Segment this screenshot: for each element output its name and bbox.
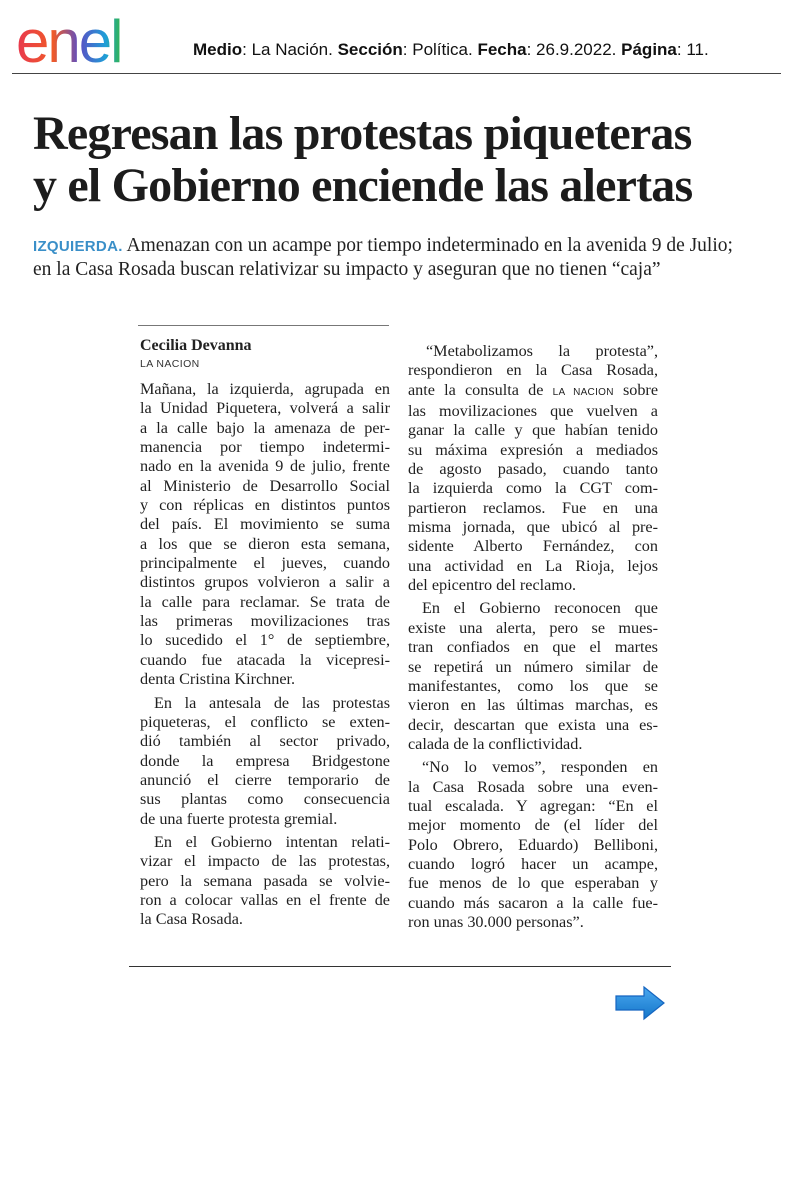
- medio-value: La Nación.: [251, 40, 333, 59]
- body-line: del epicentro del reclamo.: [408, 576, 577, 595]
- body-line: las primeras movilizaciones tras: [140, 612, 390, 631]
- body-line: la izquierda como la CGT com-: [408, 479, 658, 498]
- body-line: manencia por tiempo indetermi-: [140, 438, 390, 457]
- deck-text: Amenazan con un acampe por tiempo indeterminado en la avenida 9 de Julio;: [126, 235, 733, 256]
- body-line: la Unidad Piquetera, volverá a salir: [140, 399, 390, 418]
- article-column-left: [140, 380, 390, 930]
- body-line: tual escalada. Y agregan: “En el: [408, 796, 658, 815]
- body-line: sidente Alberto Fernández, con: [408, 537, 658, 556]
- body-line: cuando fue atacada la vicepresi-: [140, 650, 390, 669]
- body-line: Mañana, la izquierda, agrupada en: [140, 380, 390, 398]
- body-line: la Casa Rosada.: [140, 910, 243, 929]
- body-line: cuando logró hacer un acampe,: [408, 854, 658, 873]
- body-line: la Casa Rosada sobre una even-: [408, 777, 658, 796]
- body-line: vieron en las últimas marchas, es: [408, 696, 658, 715]
- body-line: mejor momento de (el líder del: [408, 816, 658, 835]
- body-line-part: ante la consulta de: [408, 380, 553, 399]
- body-line: En el Gobierno intentan relati-: [154, 832, 390, 851]
- body-line: decir, descartan que exista una es-: [408, 715, 658, 734]
- body-line-part: sobre: [613, 380, 659, 399]
- paragraph: [408, 599, 658, 754]
- fecha-value: 26.9.2022.: [536, 40, 617, 59]
- body-line: En la antesala de las protestas: [154, 693, 390, 712]
- body-line: existe una alerta, pero se mues-: [408, 618, 658, 637]
- body-line: del país. El movimiento se suma: [140, 515, 390, 534]
- body-line: nado en la avenida 9 de julio, frente: [140, 457, 390, 476]
- headline-line: Regresan las protestas piqueteras: [33, 107, 692, 160]
- enel-logo: [16, 10, 171, 68]
- body-line: ron a colocar vallas en el frente de: [140, 890, 390, 909]
- body-line: misma jornada, que ubicó al pre-: [408, 518, 658, 537]
- byline-divider: [138, 325, 389, 326]
- body-line: a la calle bajo la amenaza de per-: [140, 418, 390, 437]
- paragraph: [408, 758, 658, 932]
- outlet-name: LA NACION: [140, 358, 200, 370]
- body-line: anunció el cierre temporario de: [140, 770, 390, 789]
- body-line: calada de la conflictividad.: [408, 734, 583, 753]
- deck-line: [33, 234, 793, 258]
- seccion-label: Sección: [337, 40, 403, 59]
- body-line: Polo Obrero, Eduardo) Belliboni,: [408, 835, 658, 854]
- article-headline: [33, 108, 793, 212]
- body-line: lo sucedido el 1° de septiembre,: [140, 631, 390, 650]
- body-line: de agosto pasado, cuando tanto: [408, 460, 658, 479]
- body-line: una actividad en La Rioja, lejos: [408, 556, 658, 575]
- byline: [140, 337, 252, 370]
- body-line: su máxima expresión a mediados: [408, 440, 658, 459]
- body-line: y con réplicas en distintos puntos: [140, 496, 390, 515]
- body-line: a los que se dieron esta semana,: [140, 534, 390, 553]
- body-line: respondieron en la Casa Rosada,: [408, 361, 658, 380]
- body-line: donde la empresa Bridgestone: [140, 751, 390, 770]
- enel-logo-wordmark: enel: [16, 10, 122, 68]
- body-line: sus plantas como consecuencia: [140, 790, 390, 809]
- body-line: principalmente el jueves, cuando: [140, 554, 390, 573]
- body-line: vizar el impacto de las protestas,: [140, 852, 390, 871]
- body-line: ganar la calle y que habían tenido: [408, 421, 658, 440]
- body-line: tran confiados en que el martes: [408, 638, 658, 657]
- next-page-arrow-icon[interactable]: [614, 985, 666, 1021]
- body-line: “No lo vemos”, responden en: [422, 758, 658, 777]
- deck-line: en la Casa Rosada buscan relativizar su impacto y aseguran que no tienen “caja”: [33, 259, 661, 280]
- body-line: al Ministerio de Desarrollo Social: [140, 476, 390, 495]
- clipping-header: [0, 0, 800, 80]
- fecha-label: Fecha: [477, 40, 527, 59]
- header-divider: [12, 73, 781, 74]
- paragraph-continuation: [408, 402, 658, 595]
- body-line: piqueteras, el conflicto se exten-: [140, 712, 390, 731]
- clipping-metadata: Medio: La Nación. Sección: Política. Fecha: 26.9.2022. Página: 11.: [193, 40, 709, 59]
- body-line: “Metabolizamos la protesta”,: [426, 342, 658, 360]
- body-line: cuando más sacaron a la calle fue-: [408, 893, 658, 912]
- article-deck: [33, 234, 793, 281]
- body-line: la calle para reclamar. Se trata de: [140, 592, 390, 611]
- body-line: ron unas 30.000 personas”.: [408, 912, 584, 931]
- body-line: [408, 381, 658, 402]
- headline-line: y el Gobierno enciende las alertas: [33, 159, 693, 212]
- outlet-mention: LA NACION: [552, 386, 614, 398]
- body-line: pero la semana pasada se volvie-: [140, 871, 390, 890]
- body-line: se repetirá un número similar de: [408, 657, 658, 676]
- body-line: denta Cristina Kirchner.: [140, 670, 296, 689]
- body-line: partieron reclamos. Fue en una: [408, 498, 658, 517]
- pagina-value: 11.: [686, 40, 709, 59]
- body-line: manifestantes, como los que se: [408, 676, 658, 695]
- body-line: de una fuerte protesta gremial.: [140, 809, 338, 828]
- pagina-label: Página: [621, 40, 677, 59]
- section-kicker: IZQUIERDA.: [33, 238, 123, 255]
- body-line: fue menos de lo que esperaban y: [408, 874, 658, 893]
- article-column-right: [408, 342, 658, 932]
- seccion-value: Política.: [412, 40, 473, 59]
- medio-label: Medio: [193, 40, 243, 59]
- body-line: dió también al sector privado,: [140, 732, 390, 751]
- body-line: En el Gobierno reconocen que: [422, 599, 658, 618]
- body-line: las movilizaciones que vuelven a: [408, 402, 658, 421]
- body-line: distintos grupos volvieron a salir a: [140, 573, 390, 592]
- article-end-divider: [129, 966, 671, 967]
- author-name: Cecilia Devanna: [140, 337, 252, 354]
